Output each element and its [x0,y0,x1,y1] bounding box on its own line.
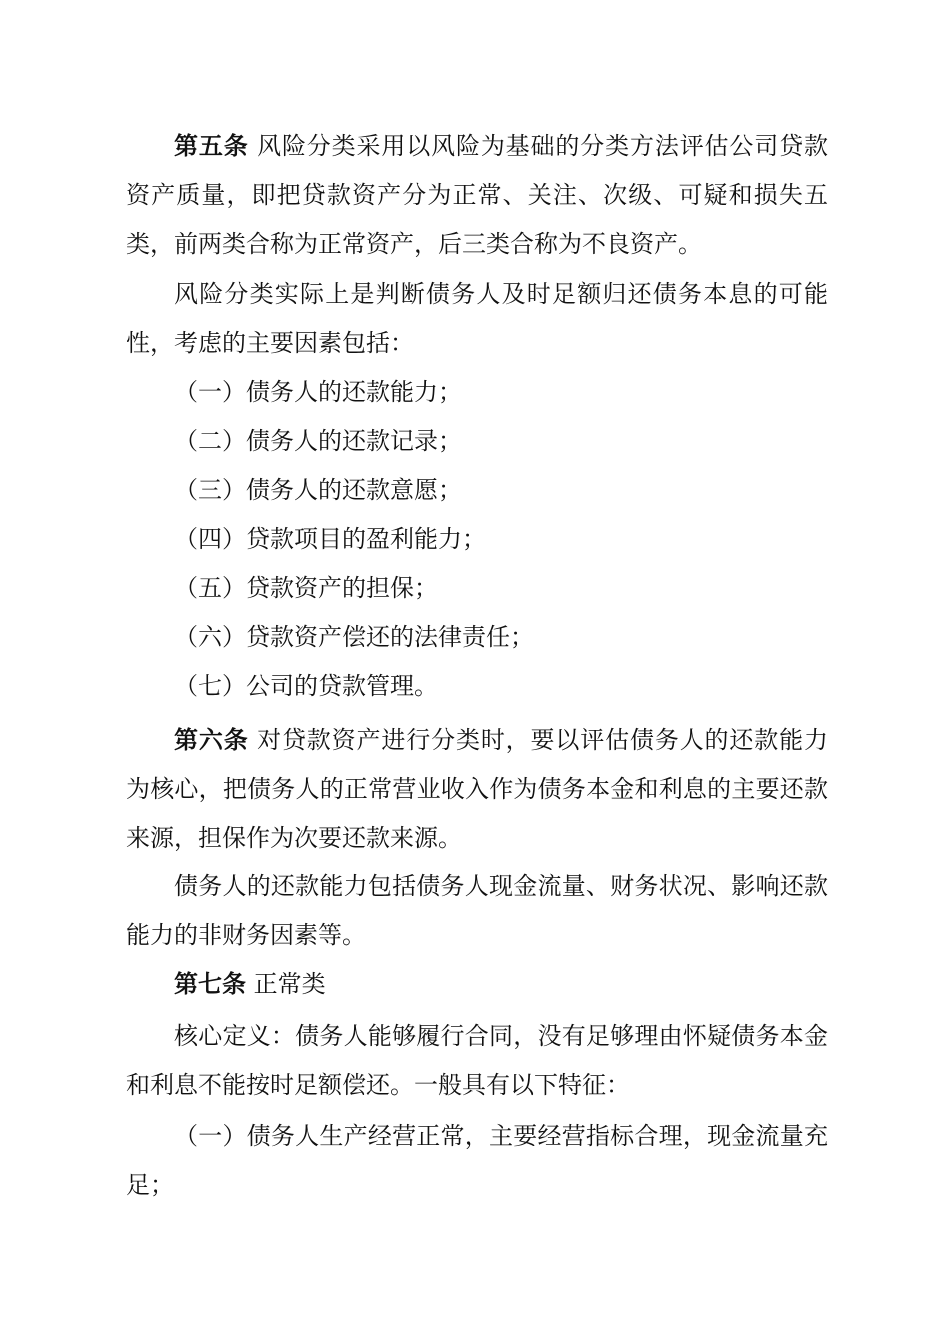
factor-item-1: （一）债务人的还款能力； [174,378,462,406]
article-5-heading: 第五条 [174,132,249,160]
core-definition-paragraph: 核心定义：债务人能够履行合同，没有足够理由怀疑债务本金和利息不能按时足额偿还。一般具有以下特征： [126,1022,828,1099]
repayment-ability-paragraph: 债务人的还款能力包括债务人现金流量、财务状况、影响还款能力的非财务因素等。 [126,872,828,949]
article-6-heading: 第六条 [174,726,249,754]
article-6-text: 对贷款资产进行分类时，要以评估债务人的还款能力为核心，把债务人的正常营业收入作为债务本金和利息的主要还款来源，担保作为次要还款来源。 [126,726,829,852]
article-5-paragraph [126,122,828,269]
article-7-paragraph [126,960,828,1009]
factor-item-2: （二）债务人的还款记录； [174,427,462,455]
factor-item-5: （五）贷款资产的担保； [174,574,438,602]
factor-item-6: （六）贷款资产偿还的法律责任； [174,623,534,651]
factor-item-7: （七）公司的贷款管理。 [174,672,438,700]
factor-item-3: （三）债务人的还款意愿； [174,476,462,504]
article-5-text: 风险分类采用以风险为基础的分类方法评估公司贷款资产质量，即把贷款资产分为正常、关注、次级、可疑和损失五类，前两类合称为正常资产，后三类合称为不良资产。 [126,132,829,258]
feature-item-1: （一）债务人生产经营正常，主要经营指标合理，现金流量充足； [126,1122,828,1199]
factor-item-4: （四）贷款项目的盈利能力； [174,525,486,553]
article-6-paragraph [126,716,828,863]
risk-factors-intro: 风险分类实际上是判断债务人及时足额归还债务本息的可能性，考虑的主要因素包括： [126,280,828,357]
article-7-heading: 第七条 [174,970,246,998]
article-7-text: 正常类 [246,970,326,998]
